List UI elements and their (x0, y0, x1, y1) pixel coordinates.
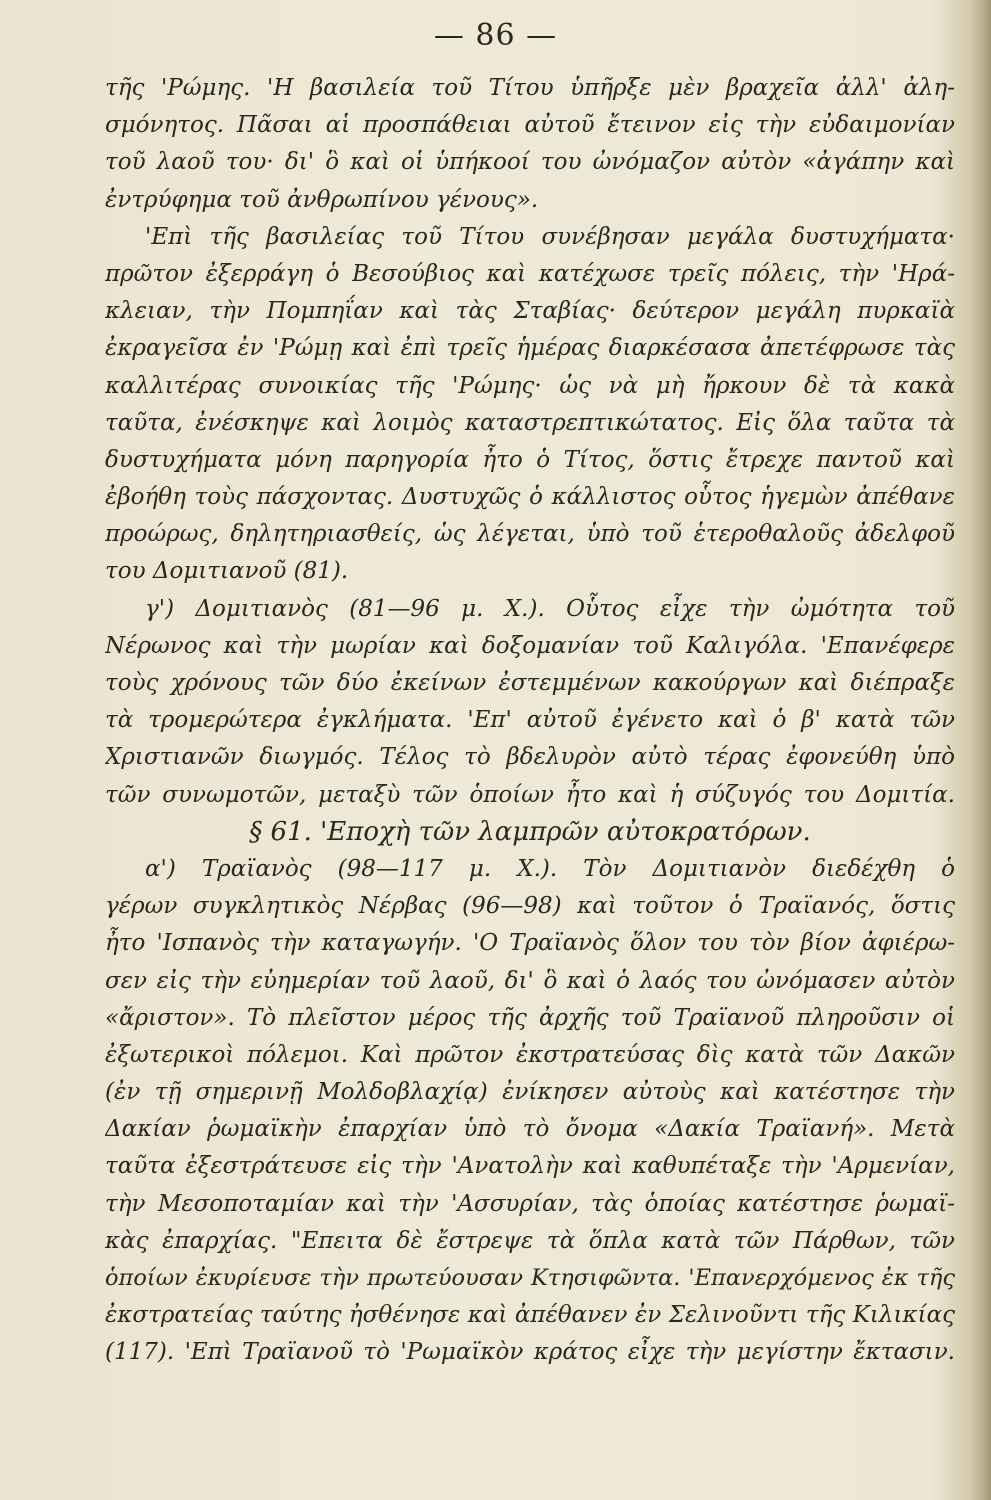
text-line: τῶν συνωμοτῶν, μεταξὺ τῶν ὁποίων ἦτο καὶ ἡ σύζυγός του Δομιτία. (105, 781, 955, 808)
text-line: πρῶτον ἐξερράγη ὁ Βεσούβιος καὶ κατέχωσε τρεῖς πόλεις, τὴν 'Ηρά- (105, 260, 955, 287)
text-line: ἐκστρατείας ταύτης ἠσθένησε καὶ ἀπέθανεν ἐν Σελινοῦντι τῆς Κιλικίας (105, 1302, 955, 1329)
text-line: Νέρωνος καὶ τὴν μωρίαν καὶ δοξομανίαν τοῦ Καλιγόλα. 'Επανέφερε (105, 632, 955, 659)
text-line: ἐβοήθη τοὺς πάσχοντας. Δυστυχῶς ὁ κάλλιστος οὗτος ἡγεμὼν ἀπέθανε (105, 484, 955, 511)
text-line: κὰς ἐπαρχίας. "Επειτα δὲ ἔστρεψε τὰ ὅπλα κατὰ τῶν Πάρθων, τῶν (105, 1227, 955, 1254)
text-line: σμόνητος. Πᾶσαι αἱ προσπάθειαι αὐτοῦ ἔτεινον εἰς τὴν εὐδαιμονίαν (105, 112, 955, 139)
text-line: γ') Δομιτιανὸς (81—96 μ. Χ.). Οὗτος εἶχε τὴν ὠμότητα τοῦ (145, 595, 955, 622)
text-line: ἐξωτερικοὶ πόλεμοι. Καὶ πρῶτον ἐκστρατεύσας δὶς κατὰ τῶν Δακῶν (105, 1041, 955, 1068)
text-line: ἐκραγεῖσα ἐν 'Ρώμῃ καὶ ἐπὶ τρεῖς ἡμέρας διαρκέσασα ἀπετέφρωσε τὰς (105, 335, 955, 362)
text-line: κλειαν, τὴν Πομπηΐαν καὶ τὰς Σταβίας· δεύτερον μεγάλη πυρκαϊὰ (105, 298, 955, 325)
text-line: ἐντρύφημα τοῦ ἀνθρωπίνου γένους». (105, 186, 539, 213)
text-line: ὁποίων ἐκυρίευσε τὴν πρωτεύουσαν Κτησιφῶντα. 'Επανερχόμενος ἐκ τῆς (105, 1265, 955, 1291)
page-number: — 86 — (433, 18, 558, 53)
text-line: ταῦτα, ἐνέσκηψε καὶ λοιμὸς καταστρεπτικώτατος. Εἰς ὅλα ταῦτα τὰ (105, 409, 955, 436)
page-edge (969, 0, 991, 1500)
text-line: τὴν Μεσοποταμίαν καὶ τὴν 'Ασσυρίαν, τὰς ὁποίας κατέστησε ῥωμαϊ- (105, 1190, 955, 1217)
text-line: «ἄριστον». Τὸ πλεῖστον μέρος τῆς ἀρχῆς τοῦ Τραϊανοῦ πληροῦσιν οἱ (105, 1004, 955, 1031)
body-text (105, 70, 955, 1372)
text-line: σεν εἰς τὴν εὐημερίαν τοῦ λαοῦ, δι' ὃ καὶ ὁ λαός του ὠνόμασεν αὐτὸν (105, 967, 955, 994)
text-line: ἦτο 'Ισπανὸς τὴν καταγωγήν. 'Ο Τραϊανὸς ὅλον του τὸν βίον ἀφιέρω- (105, 930, 955, 957)
text-line: δυστυχήματα μόνη παρηγορία ἦτο ὁ Τίτος, ὅστις ἔτρεχε παντοῦ καὶ (105, 446, 955, 473)
text-line: τοῦ λαοῦ του· δι' ὃ καὶ οἱ ὑπήκοοί του ὠνόμαζον αὐτὸν «ἀγάπην καὶ (105, 149, 955, 176)
text-line: (117). 'Επὶ Τραϊανοῦ τὸ 'Ρωμαϊκὸν κράτος εἶχε τὴν μεγίστην ἔκτασιν. (105, 1339, 955, 1366)
text-line: τῆς 'Ρώμης. 'Η βασιλεία τοῦ Τίτου ὑπῆρξε μὲν βραχεῖα ἀλλ' ἀλη- (105, 75, 955, 101)
text-line: (ἐν τῇ σημερινῇ Μολδοβλαχίᾳ) ἐνίκησεν αὐτοὺς καὶ κατέστησε τὴν (105, 1079, 955, 1106)
text-line: τοὺς χρόνους τῶν δύο ἐκείνων ἐστεμμένων κακούργων καὶ διέπραξε (105, 670, 955, 696)
text-line: γέρων συγκλητικὸς Νέρβας (96—98) καὶ τοῦτον ὁ Τραϊανός, ὅστις (105, 893, 955, 920)
text-line: του Δομιτιανοῦ (81). (105, 558, 349, 585)
text-line: Δακίαν ῥωμαϊκὴν ἐπαρχίαν ὑπὸ τὸ ὄνομα «Δακία Τραϊανή». Μετὰ (105, 1116, 955, 1143)
text-line: Χριστιανῶν διωγμός. Τέλος τὸ βδελυρὸν αὐτὸ τέρας ἐφονεύθη ὑπὸ (105, 744, 955, 771)
text-line: 'Επὶ τῆς βασιλείας τοῦ Τίτου συνέβησαν μεγάλα δυστυχήματα· (145, 223, 955, 250)
text-line: καλλιτέρας συνοικίας τῆς 'Ρώμης· ὡς νὰ μὴ ἤρκουν δὲ τὰ κακὰ (105, 372, 955, 399)
text-line: ταῦτα ἐξεστράτευσε εἰς τὴν 'Ανατολὴν καὶ καθυπέταξε τὴν 'Αρμενίαν, (105, 1153, 955, 1180)
section-heading: § 61. 'Εποχὴ τῶν λαμπρῶν αὐτοκρατόρων. (249, 816, 811, 847)
text-line: προώρως, δηλητηριασθείς, ὡς λέγεται, ὑπὸ τοῦ ἑτεροθαλοῦς ἀδελφοῦ (105, 521, 955, 548)
text-line: τὰ τρομερώτερα ἐγκλήματα. 'Επ' αὐτοῦ ἐγένετο καὶ ὁ β' κατὰ τῶν (105, 707, 955, 734)
text-line: α') Τραϊανὸς (98—117 μ. Χ.). Τὸν Δομιτιανὸν διεδέχθη ὁ (145, 855, 955, 882)
